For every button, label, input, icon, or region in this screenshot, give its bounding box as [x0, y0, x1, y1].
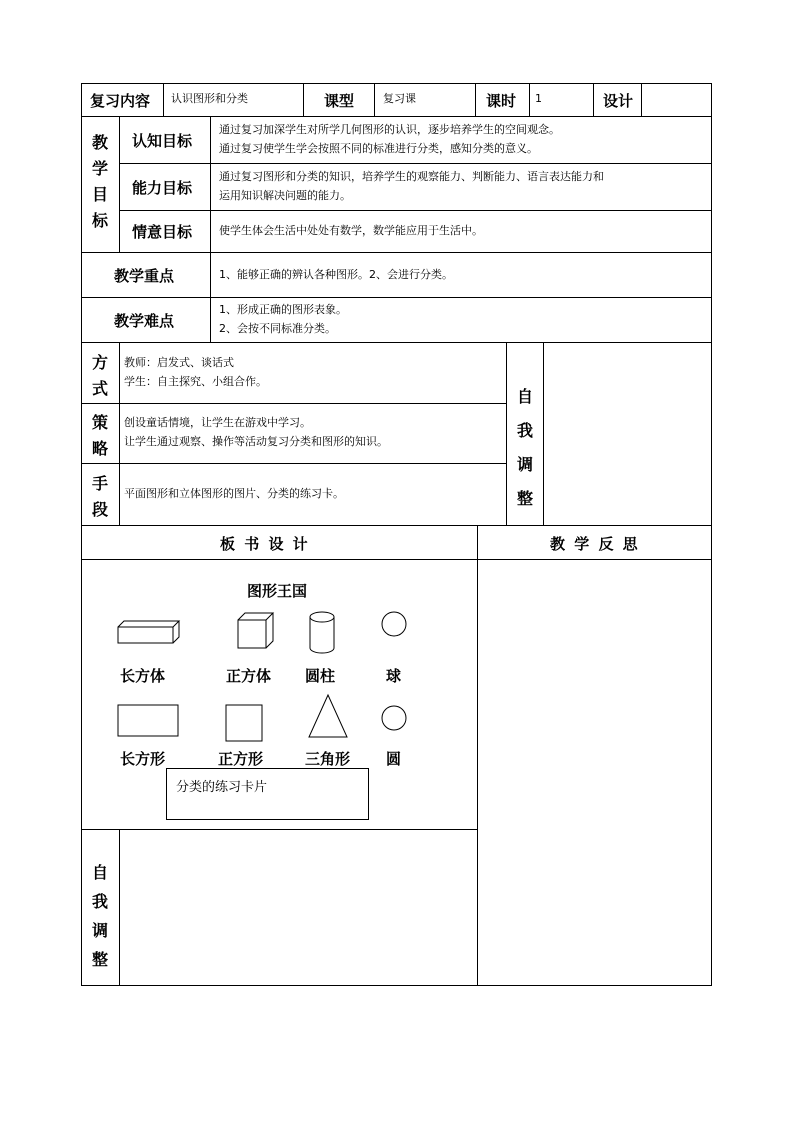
strategy-line-1: 创设童话情境，让学生在游戏中学习。 [124, 416, 311, 429]
content-value: 认识图形和分类 [171, 92, 248, 105]
design-label: 设计 [603, 92, 634, 110]
kingdom-title: 图形王国 [247, 582, 308, 600]
plane-label-square: 正方形 [218, 750, 264, 768]
means-text: 平面图形和立体图形的图片、分类的练习卡。 [124, 487, 344, 500]
solid-label-sphere: 球 [386, 667, 402, 685]
means-label: 手 段 [91, 474, 108, 519]
emotion-goal-text: 使学生体会生活中处处有数学，数学能应用于生活中。 [219, 224, 483, 237]
square-shape [226, 705, 262, 741]
method-line-2: 学生：自主探究、小组合作。 [124, 375, 267, 388]
cognitive-goal-label: 认知目标 [132, 132, 193, 150]
ability-goal-line-2: 运用知识解决问题的能力。 [219, 189, 351, 202]
circle-shape [382, 706, 406, 730]
self-adjust-right-label: 自 我 调 整 [516, 387, 533, 508]
ability-goal-label: 能力目标 [132, 179, 193, 197]
cylinder-shape [310, 612, 334, 653]
solid-label-cuboid: 长方体 [120, 667, 166, 685]
solid-label-cube: 正方体 [226, 667, 272, 685]
solid-label-cylinder: 圆柱 [305, 667, 336, 685]
plane-label-rectangle: 长方形 [120, 750, 166, 768]
cognitive-goal-line-2: 通过复习使学生学会按照不同的标准进行分类，感知分类的意义。 [219, 142, 538, 155]
cube-shape [238, 613, 273, 648]
board-design-title: 板 书 设 计 [220, 535, 310, 553]
method-line-1: 教师：启发式、谈话式 [124, 356, 234, 369]
exercise-card-text: 分类的练习卡片 [176, 780, 268, 795]
ability-goal-line-1: 通过复习图形和分类的知识，培养学生的观察能力、判断能力、语言表达能力和 [219, 170, 604, 183]
difficulty-line-1: 1、形成正确的图形表象。 [219, 303, 347, 316]
emotion-goal-label: 情意目标 [132, 223, 193, 241]
content-label: 复习内容 [90, 92, 151, 110]
cuboid-shape [118, 621, 179, 643]
triangle-shape [309, 695, 347, 737]
difficulty-line-2: 2、会按不同标准分类。 [219, 322, 336, 335]
method-label: 方 式 [91, 353, 108, 398]
plane-label-circle: 圆 [386, 750, 402, 768]
goals-section-label: 教 学 目 标 [91, 133, 108, 230]
rectangle-shape [118, 705, 178, 736]
difficulties-label: 教学难点 [114, 312, 175, 330]
type-label: 课型 [324, 92, 355, 110]
cognitive-goal-line-1: 通过复习加深学生对所学几何图形的认识，逐步培养学生的空间观念。 [219, 123, 560, 136]
strategy-line-2: 让学生通过观察、操作等活动复习分类和图形的知识。 [124, 435, 388, 448]
exercise-card-box [166, 768, 369, 820]
period-value: 1 [535, 92, 542, 105]
self-adjust-bottom-label: 自 我 调 整 [91, 863, 108, 969]
key-points-text: 1、能够正确的辨认各种图形。2、会进行分类。 [219, 268, 453, 281]
type-value: 复习课 [383, 92, 416, 105]
strategy-label: 策 略 [91, 413, 108, 458]
period-label: 课时 [486, 92, 517, 110]
plane-label-triangle: 三角形 [305, 750, 351, 768]
sphere-shape [382, 612, 406, 636]
reflection-title: 教 学 反 思 [550, 535, 640, 553]
key-points-label: 教学重点 [114, 267, 175, 285]
